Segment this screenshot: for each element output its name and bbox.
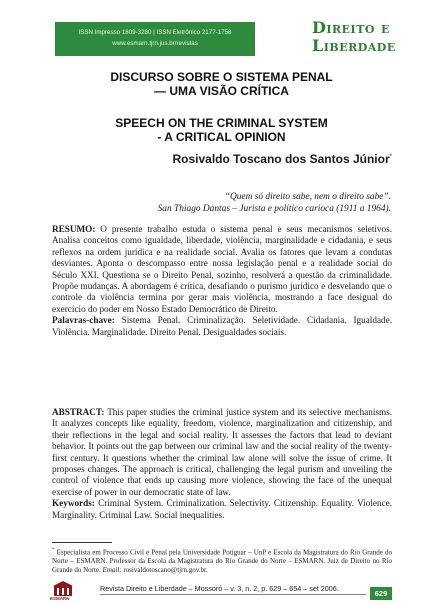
- resumo-section: [52, 224, 392, 338]
- epigraph-attribution: San Thiago Dantas – Jurista e político carioca (1911 a 1964).: [157, 204, 391, 214]
- issn-text: ISSN Impresso 1809-3280 | ISSN Eletrônico 2177-1758: [78, 29, 232, 36]
- website-text: www.esmarn.tjrn.jus.br/revistas: [112, 40, 198, 47]
- abstract-paragraph: [52, 407, 392, 498]
- resumo-label: RESUMO:: [52, 224, 96, 234]
- footnote-email: rosivaldotoscano@tjrn.gov.br.: [121, 566, 208, 575]
- resumo-text: O presente trabalho estuda o sistema penal e seus mecanismos seletivos. Analisa conceitos como igualdade, liberdade, violência, marginalidade e cidadania, e seus reflexos na ordem jurídica e na realidade social. Avalia os fatores que levam a condutas desviantes. Aponta o descompasso entre nossa legislação penal e a realidade social do Século XXI. Questiona se o Direito Penal, sozinho, resolverá a questão da criminalidade. Propõe mudanças. A abordagem é crítica, desafiando o purismo jurídico e desvelando que o controle da violência termina por gerar mais violência, mostrando a face desigual do exercício do poder em Nosso Estado Democrático de Direito.: [52, 224, 392, 314]
- footnote-email-label: Email:: [102, 566, 122, 575]
- abstract-section: [52, 407, 392, 521]
- author-footnote-marker: *: [389, 154, 392, 160]
- abstract-label: ABSTRACT:: [52, 407, 105, 417]
- footnote-text: Especialista em Processo Civil e Penal pela Universidade Potiguar – UnP e Escola da Magistratura do Rio Grande do Norte – ESMARN. Professor da Escola da Magistratura do Rio Grande do Norte – ESMARN. Juiz de Direito no Rio Grande do Norte.: [52, 548, 392, 575]
- author-name: [173, 152, 393, 166]
- issn-banner: [55, 22, 255, 56]
- title-en-line2: - A CRITICAL OPINION: [157, 130, 286, 144]
- footnote: [52, 546, 392, 575]
- page-number-badge: 629: [370, 587, 392, 600]
- epigraph: [91, 191, 391, 215]
- abstract-text: This paper studies the criminal justice system and its selective mechanisms. It analyzes concepts like equality, freedom, violence, marginalization and citizenship, and their reflections in the legal and social reality. It assesses the factors that lead to deviant behavior. It points out the gap between our criminal law and the social reality of the twenty-first century. It questions whether the criminal law alone will solve the issue of crime. It proposes changes. The approach is critical, challenging the legal purism and unveiling the control of violence that ends up causing more violence, showing the face of the unequal exercise of power in our democratic state of law.: [52, 407, 392, 497]
- keywords-text: Criminal System. Criminalization. Selectivity. Citizenship. Equality. Violence. Marginality. Criminal Law. Social inequalities.: [52, 498, 392, 520]
- resumo-keywords: [52, 315, 392, 338]
- epigraph-quote: “Quem só direito sabe, nem o direito sabe”.: [224, 192, 391, 202]
- journal-logo: [312, 19, 416, 59]
- title-en-line1: SPEECH ON THE CRIMINAL SYSTEM: [115, 116, 328, 130]
- title-portuguese: [60, 70, 383, 98]
- logo-line1: Direito e: [312, 18, 390, 37]
- footer-divider: [100, 594, 366, 595]
- resumo-paragraph: [52, 224, 392, 315]
- journal-citation: Revista Direito e Liberdade – Mossoró – v. 3, n. 2, p. 629 – 654 – set 2006.: [100, 584, 339, 593]
- palavras-chave-label: Palavras-chave:: [52, 315, 115, 326]
- esmarn-logo-text: ESMARN: [50, 596, 70, 601]
- logo-line2: Liberdade: [312, 36, 396, 55]
- author-name-text: Rosivaldo Toscano dos Santos Júnior: [172, 152, 390, 166]
- title-english: [60, 116, 383, 144]
- palavras-chave-text: Sistema Penal. Criminalização. Seletividade. Cidadania. Igualdade. Violência. Marginalidade. Direito Penal. Desigualdades sociais.: [52, 315, 392, 337]
- abstract-keywords: [52, 498, 392, 521]
- keywords-label: Keywords:: [52, 498, 95, 509]
- title-pt-line2: — UMA VISÃO CRÍTICA: [154, 84, 289, 98]
- esmarn-logo-icon: [52, 580, 74, 604]
- footnote-divider: [52, 542, 112, 543]
- title-pt-line1: DISCURSO SOBRE O SISTEMA PENAL: [110, 70, 333, 84]
- footnote-marker: *: [52, 548, 55, 553]
